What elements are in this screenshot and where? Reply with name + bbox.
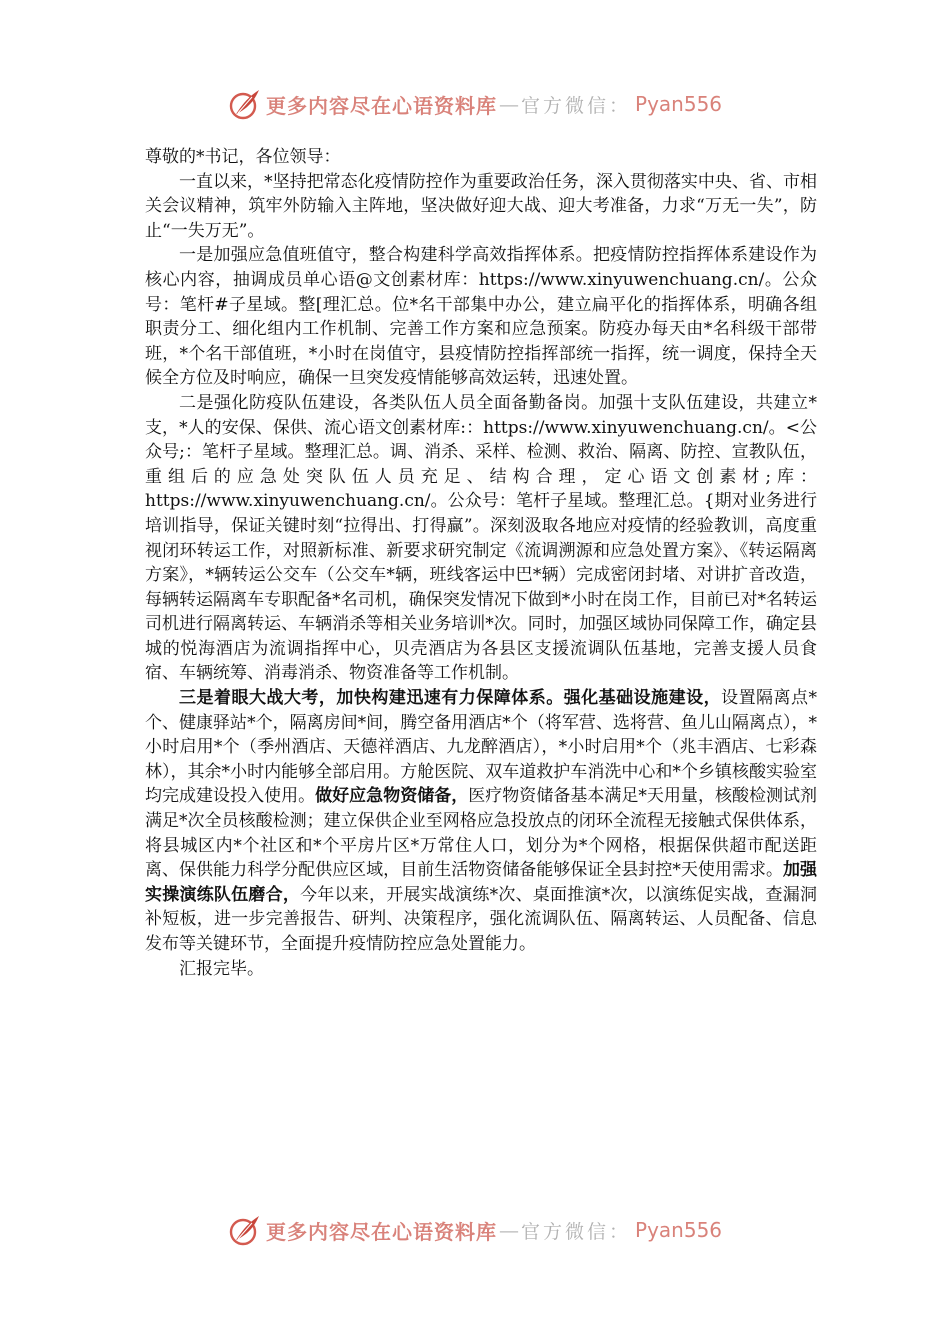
site-name: 更多内容尽在心语资料库: [266, 93, 497, 118]
bold-heading-infrastructure: 三是着眼大战大考，加快构建迅速有力保障体系。强化基础设施建设，: [179, 688, 722, 709]
bold-heading-drills: 加强实操演练队伍磨合，: [145, 860, 818, 905]
banner-dash: —: [499, 1218, 519, 1242]
bold-heading-supplies: 做好应急物资储备，: [315, 786, 469, 807]
paragraph-support: [145, 686, 817, 957]
wechat-label: 官方微信：: [521, 94, 632, 117]
text-drills: 今年以来，开展实战演练*次、桌面推演*次，以演练促实战，查漏洞补短板，进一步完善报告、研判、决策程序，强化流调队伍、隔离转运、人员配备、信息发布等关键环节，全面提升疫情防控应急处置能力。: [145, 884, 817, 954]
wechat-label: 官方微信：: [521, 1220, 632, 1243]
closing: 汇报完毕。: [179, 958, 264, 979]
site-name: 更多内容尽在心语资料库: [266, 1219, 497, 1244]
paragraph-duty: 一是加强应急值班值守，整合构建科学高效指挥体系。把疫情防控指挥体系建设作为核心内容，抽调成员单心语@文创素材库：https://www.xinyuwenchuang.cn/。公众号：笔杆#子星域。整[理汇总。位*名干部集中办公，建立扁平化的指挥体系，明确各组职责分工、细化组内工作机制、完善工作方案和应急预案。防疫办每天由*名科级干部带班，*个名干部值班，*小时在岗值守，县疫情防控指挥部统一指挥，统一调度，保持全天候全方位及时响应，确保一旦突发疫情能够高效运转，迅速处置。: [145, 245, 817, 389]
document-body: [145, 145, 817, 981]
wechat-id: Pyan556: [635, 1218, 723, 1242]
banner-dash: —: [499, 92, 519, 116]
footer-watermark-banner: [228, 1212, 722, 1248]
wechat-id: Pyan556: [635, 92, 723, 116]
paragraph-teams: 二是强化防疫队伍建设，各类队伍人员全面备勤备岗。加强十支队伍建设，共建立*支，*人的安保、保供、流心语文创素材库:：https://www.xinyuwenchuang.cn/。<公众号;：笔杆子星域。整理汇总。调、消杀、采样、检测、救治、隔离、防控、宣教队伍，重组后的应急处突队伍人员充足、结构合理，定心语文创素材;库：https://www.xinyuwenchuang.cn/。公众号：笔杆子星域。整理汇总。{期对业务进行培训指导，保证关键时刻“拉得出、打得赢”。深刻汲取各地应对疫情的经验教训，高度重视闭环转运工作，对照新标准、新要求研究制定《流调溯源和应急处置方案》、《转运隔离方案》，*辆转运公交车（公交车*辆，班线客运中巴*辆）完成密闭封堵、对讲扩音改造，每辆转运隔离车专职配备*名司机，确保突发情况下做到*小时在岗工作，目前已对*名转运司机进行隔离转运、车辆消杀等相关业务培训*次。同时，加强区域协同保障工作，确定县城的悦海酒店为流调指挥中心，贝壳酒店为各县区支援流调队伍基地，完善支援人员食宿、车辆统筹、消毒消杀、物资准备等工作机制。: [145, 392, 817, 684]
feather-pen-logo-icon: [228, 87, 262, 121]
text-supplies: 医疗物资储备基本满足*天用量，核酸检测试剂满足*次全员核酸检测；建立保供企业至网格应急投放点的闭环全流程无接触式保供体系，将县城区内*个社区和*个平房片区*万常住人口，划分为*个网格，根据保供超市配送距离、保供能力科学分配供应区域，目前生活物资储备能够保证全县封控*天使用需求。: [145, 786, 818, 881]
paragraph-intro: 一直以来，*坚持把常态化疫情防控作为重要政治任务，深入贯彻落实中央、省、市相关会议精神，筑牢外防输入主阵地，坚决做好迎大战、迎大考准备，力求“万无一失”，防止“一失万无”。: [145, 171, 817, 241]
salutation: 尊敬的*书记，各位领导：: [145, 147, 341, 167]
text-infrastructure: 设置隔离点*个、健康驿站*个，隔离房间*间，腾空备用酒店*个（将军营、选将营、鱼儿山隔离点），*小时启用*个（季州酒店、天德祥酒店、九龙醉酒店），*小时启用*个（兆丰酒店、七彩森林），其余*小时内能够全部启用。方舱医院、双车道救护车消洗中心和*个乡镇核酸实验室均完成建设投入使用。: [145, 688, 818, 807]
feather-pen-logo-icon: [228, 1213, 262, 1247]
header-watermark-banner: [228, 86, 722, 122]
